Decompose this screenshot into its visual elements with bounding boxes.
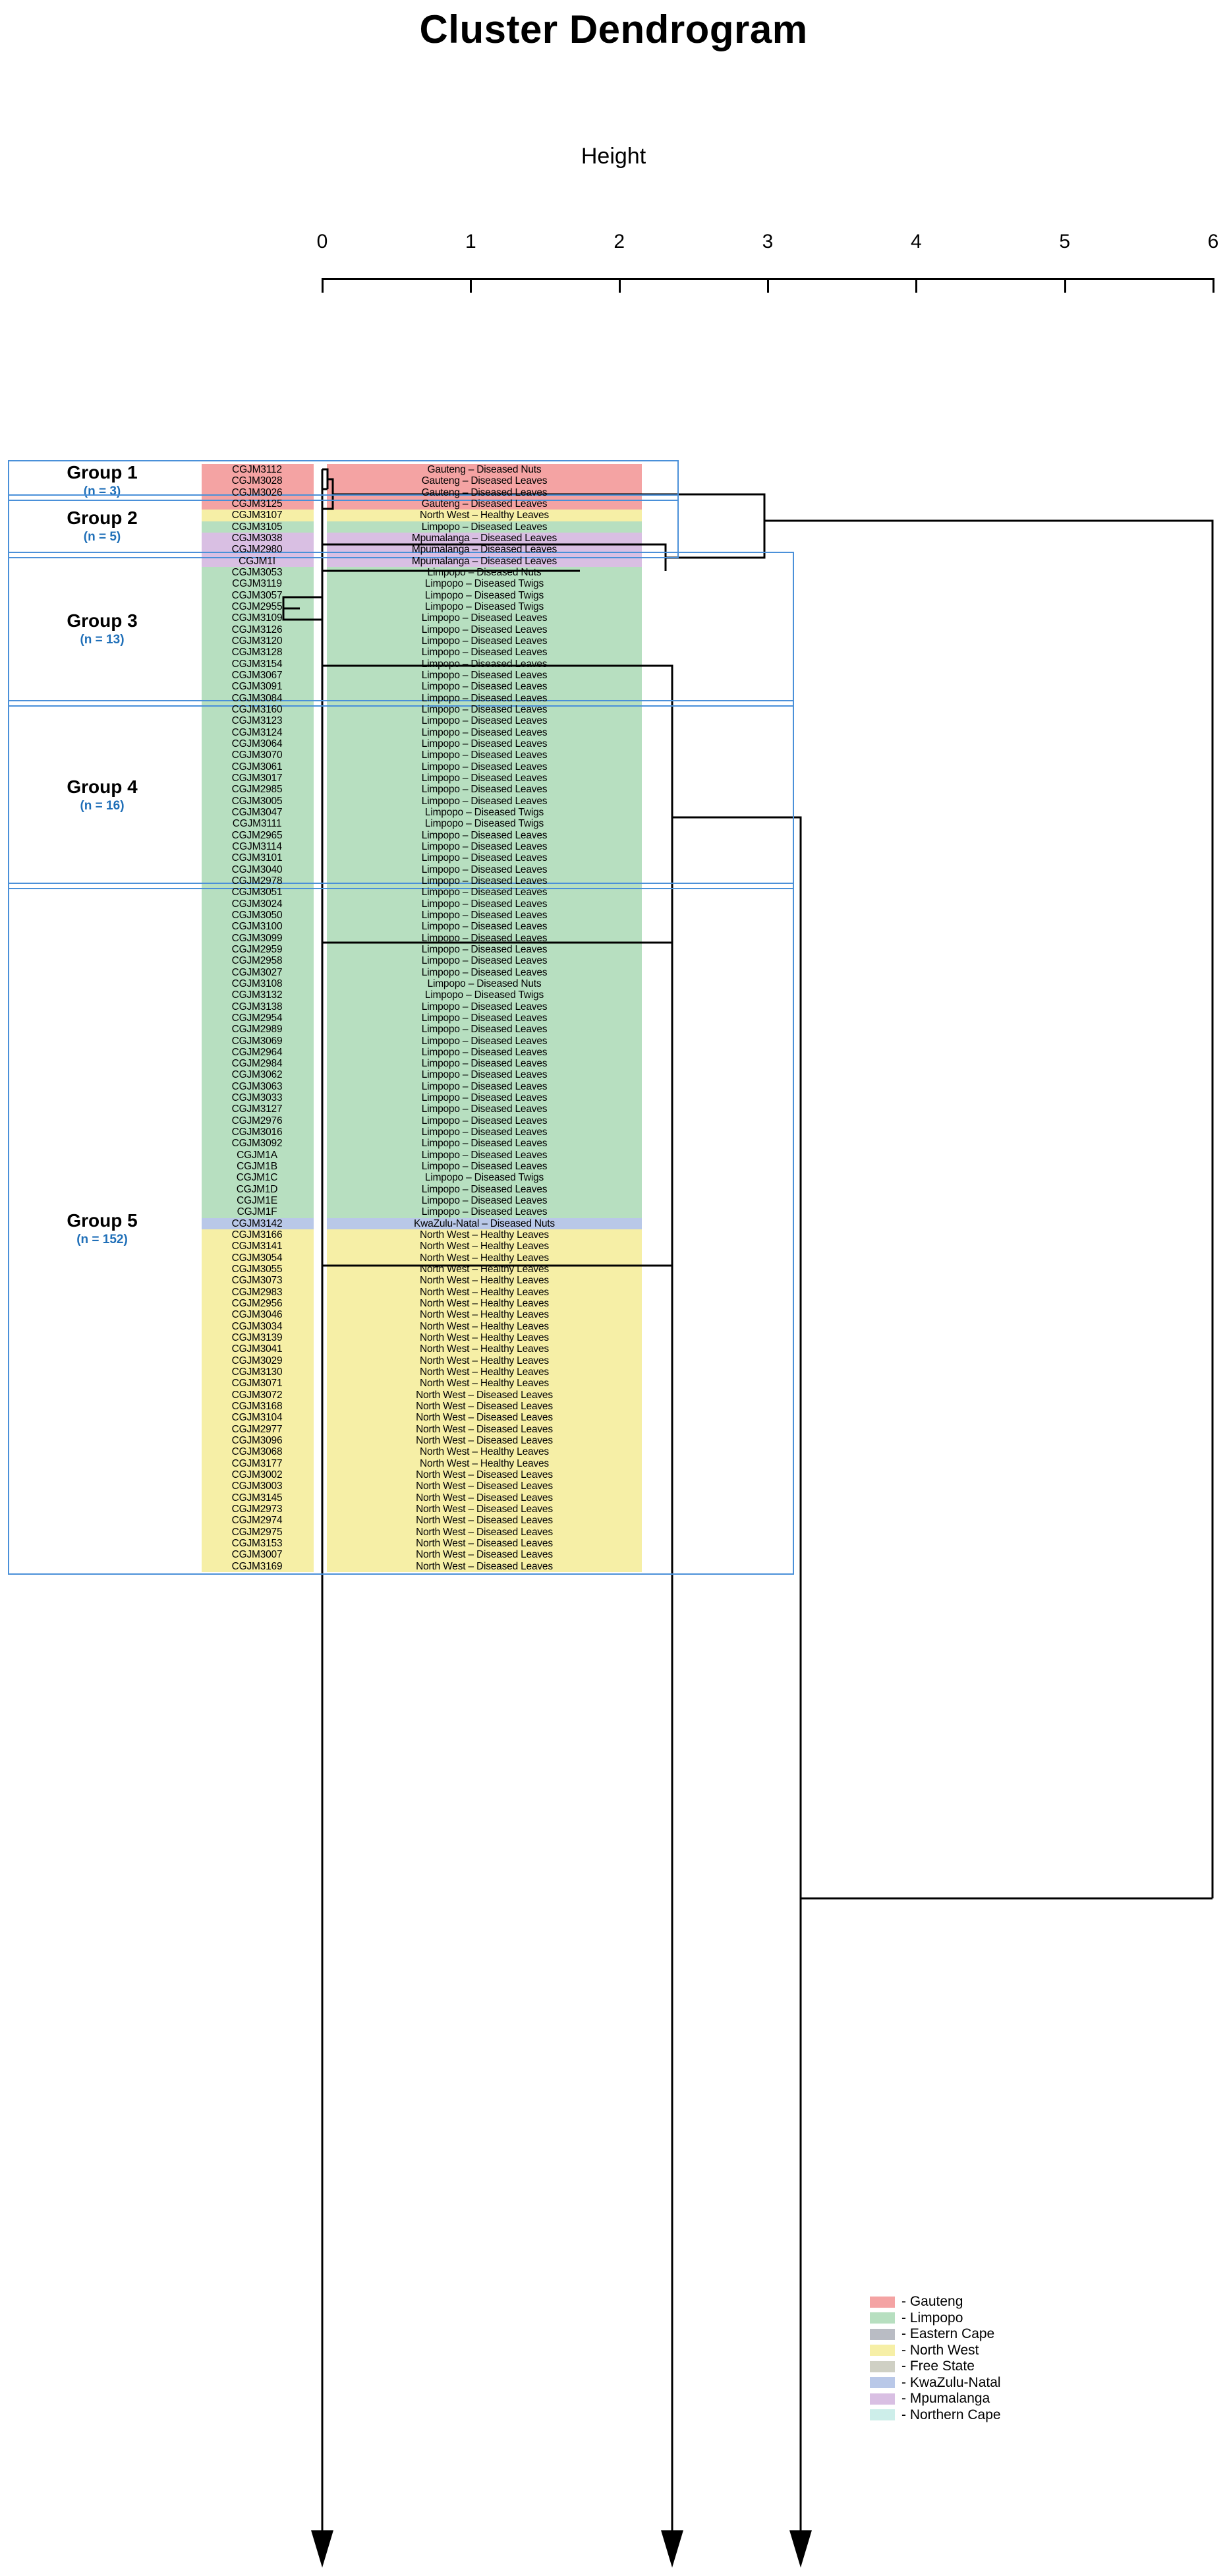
leaf-id: CGJM2989 — [231, 1024, 283, 1036]
leaf-description: Limpopo – Diseased Leaves — [421, 1080, 548, 1092]
leaf-description: Limpopo – Diseased Nuts — [427, 566, 542, 578]
leaf-description: Limpopo – Diseased Twigs — [424, 1172, 544, 1184]
leaf-id: CGJM3005 — [231, 795, 283, 807]
leaf-id: CGJM3123 — [231, 715, 283, 727]
leaf-description: Limpopo – Diseased Leaves — [421, 1001, 548, 1012]
leaf-id: CGJM3141 — [231, 1241, 283, 1252]
leaf-id: CGJM3026 — [231, 486, 283, 498]
legend-row — [870, 2310, 1001, 2327]
leaf-id: CGJM3033 — [231, 1092, 283, 1104]
axis-tick-6 — [1213, 278, 1214, 293]
leaf-description: Limpopo – Diseased Twigs — [424, 818, 544, 830]
leaf-description: North West – Healthy Leaves — [420, 1252, 549, 1264]
leaf-description: North West – Diseased Leaves — [416, 1469, 553, 1481]
leaf-description: North West – Healthy Leaves — [420, 1229, 549, 1241]
leaf-id: CGJM3053 — [231, 566, 283, 578]
axis-tick-3 — [767, 278, 769, 293]
legend-swatch — [870, 2409, 895, 2420]
group-label-4: Group 4 — [67, 776, 138, 797]
axis-tick-label-0: 0 — [316, 231, 328, 252]
leaf-description: Limpopo – Diseased Leaves — [421, 772, 548, 784]
leaf-id: CGJM3092 — [231, 1138, 283, 1150]
leaf-id: CGJM2955 — [231, 600, 283, 612]
leaf-id: CGJM3017 — [231, 772, 283, 784]
axis-tick-label-3: 3 — [762, 231, 774, 252]
leaf-description: North West – Diseased Leaves — [416, 1423, 553, 1435]
axis-tick-2 — [619, 278, 621, 293]
axis-tick-label-6: 6 — [1207, 231, 1219, 252]
legend-row — [870, 2391, 1001, 2407]
leaf-description: Limpopo – Diseased Leaves — [421, 749, 548, 761]
leaf-id: CGJM3132 — [231, 989, 283, 1001]
leaf-id: CGJM3145 — [231, 1492, 283, 1504]
leaf-description: North West – Healthy Leaves — [420, 1457, 549, 1469]
leaf-description: Limpopo – Diseased Leaves — [421, 887, 548, 898]
leaf-id: CGJM3124 — [231, 726, 283, 738]
leaf-id: CGJM2980 — [231, 544, 283, 556]
legend-row — [870, 2375, 1001, 2391]
leaf-id: CGJM3003 — [231, 1480, 283, 1492]
group-label-5: Group 5 — [67, 1210, 138, 1231]
leaf-description: Limpopo – Diseased Twigs — [424, 600, 544, 612]
leaf-description: Limpopo – Diseased Leaves — [421, 829, 548, 841]
legend-swatch — [870, 2297, 895, 2308]
leaf-id: CGJM3068 — [231, 1446, 283, 1458]
leaf-description: North West – Diseased Leaves — [416, 1389, 553, 1401]
leaf-id: CGJM3166 — [231, 1229, 283, 1241]
leaf-id: CGJM3139 — [231, 1332, 283, 1344]
leaf-id: CGJM2985 — [231, 784, 283, 796]
leaf-id: CGJM3125 — [231, 498, 283, 510]
leaf-id: CGJM3169 — [231, 1560, 283, 1572]
leaf-description: Limpopo – Diseased Twigs — [424, 589, 544, 601]
leaf-description: Limpopo – Diseased Leaves — [421, 624, 548, 635]
leaf-id: CGJM3051 — [231, 887, 283, 898]
legend-row — [870, 2407, 1001, 2424]
leaf-description: Limpopo – Diseased Leaves — [421, 761, 548, 773]
leaf-description: Limpopo – Diseased Leaves — [421, 955, 548, 967]
legend-label: - Mpumalanga — [901, 2391, 990, 2407]
leaf-id: CGJM3046 — [231, 1309, 283, 1321]
axis-tick-label-4: 4 — [910, 231, 922, 252]
leaf-description: Limpopo – Diseased Leaves — [421, 681, 548, 693]
leaf-description: Limpopo – Diseased Leaves — [421, 521, 548, 533]
leaf-id: CGJM2983 — [231, 1286, 283, 1298]
leaf-id: CGJM3104 — [231, 1412, 283, 1424]
leaf-description: Limpopo – Diseased Leaves — [421, 1161, 548, 1173]
leaf-description: Limpopo – Diseased Leaves — [421, 921, 548, 933]
leaf-description: Limpopo – Diseased Leaves — [421, 1046, 548, 1058]
leaf-id: CGJM3142 — [231, 1217, 283, 1229]
leaf-id: CGJM2976 — [231, 1115, 283, 1127]
leaf-description: Gauteng – Diseased Leaves — [421, 486, 548, 498]
leaf-id: CGJM1E — [237, 1195, 277, 1207]
leaf-description: North West – Healthy Leaves — [420, 1355, 549, 1366]
leaf-id: CGJM3071 — [231, 1378, 283, 1390]
leaf-id: CGJM2973 — [231, 1504, 283, 1515]
leaf-id: CGJM3114 — [232, 840, 282, 852]
leaf-description: Limpopo – Diseased Leaves — [421, 692, 548, 704]
leaf-id: CGJM2984 — [231, 1058, 283, 1070]
leaf-id: CGJM3057 — [231, 589, 283, 601]
leaf-description: Limpopo – Diseased Leaves — [421, 1012, 548, 1024]
leaf-id: CGJM2975 — [231, 1526, 283, 1538]
leaf-description: North West – Healthy Leaves — [420, 1264, 549, 1275]
leaf-id: CGJM3153 — [231, 1538, 283, 1550]
leaf-id: CGJM3028 — [231, 475, 283, 487]
leaf-id: CGJM3130 — [231, 1366, 283, 1378]
leaf-id: CGJM2978 — [231, 875, 283, 887]
leaf-description: Limpopo – Diseased Leaves — [421, 943, 548, 955]
leaf-description: Limpopo – Diseased Nuts — [427, 978, 542, 989]
leaf-description: Mpumalanga – Diseased Leaves — [411, 532, 557, 544]
leaf-description: North West – Healthy Leaves — [420, 1298, 549, 1310]
leaf-description: Limpopo – Diseased Twigs — [424, 989, 544, 1001]
leaf-description: North West – Diseased Leaves — [416, 1504, 553, 1515]
leaf-id: CGJM3024 — [231, 898, 283, 910]
leaf-description: Limpopo – Diseased Leaves — [421, 1206, 548, 1218]
leaf-description: Limpopo – Diseased Leaves — [421, 875, 548, 887]
legend-label: - Northern Cape — [901, 2407, 1001, 2422]
leaf-description: Limpopo – Diseased Leaves — [421, 1183, 548, 1195]
leaf-id: CGJM3040 — [231, 864, 283, 875]
leaf-description: North West – Healthy Leaves — [420, 1309, 549, 1321]
leaf-id: CGJM3127 — [231, 1103, 283, 1115]
legend — [870, 2294, 1001, 2423]
leaf-id: CGJM3112 — [232, 464, 282, 475]
legend-label: - KwaZulu-Natal — [901, 2374, 1001, 2390]
leaf-description: North West – Healthy Leaves — [420, 510, 549, 521]
leaf-id: CGJM1I — [239, 555, 275, 567]
leaf-id: CGJM3111 — [232, 818, 282, 830]
group-label-1: Group 1 — [67, 461, 138, 483]
leaf-id: CGJM3007 — [231, 1549, 283, 1561]
leaf-description: North West – Diseased Leaves — [416, 1401, 553, 1413]
axis-label-height: Height — [581, 144, 646, 169]
leaf-id: CGJM3099 — [231, 932, 283, 944]
legend-swatch — [870, 2312, 895, 2324]
leaf-description: Limpopo – Diseased Leaves — [421, 1103, 548, 1115]
leaf-id: CGJM3177 — [231, 1457, 283, 1469]
leaf-id: CGJM3054 — [231, 1252, 283, 1264]
group-count-4: (n = 16) — [80, 798, 125, 813]
leaf-description: Limpopo – Diseased Leaves — [421, 1115, 548, 1127]
group-label-2: Group 2 — [67, 508, 138, 529]
leaf-description: Limpopo – Diseased Leaves — [421, 898, 548, 910]
group-count-1: (n = 3) — [83, 484, 121, 498]
leaf-description: Limpopo – Diseased Twigs — [424, 806, 544, 818]
legend-row — [870, 2326, 1001, 2343]
leaf-description: North West – Healthy Leaves — [420, 1320, 549, 1332]
leaf-description: Limpopo – Diseased Leaves — [421, 726, 548, 738]
leaf-id: CGJM2977 — [231, 1423, 283, 1435]
leaf-description: North West – Diseased Leaves — [416, 1549, 553, 1561]
leaf-id: CGJM2965 — [231, 829, 283, 841]
leaf-id: CGJM3029 — [231, 1355, 283, 1366]
legend-label: - North West — [901, 2342, 979, 2358]
leaf-description: Limpopo – Diseased Leaves — [421, 864, 548, 875]
axis-tick-5 — [1064, 278, 1066, 293]
legend-row — [870, 2343, 1001, 2359]
leaf-id: CGJM1C — [236, 1172, 278, 1184]
leaf-id: CGJM3096 — [231, 1435, 283, 1447]
leaf-description: North West – Diseased Leaves — [416, 1412, 553, 1424]
leaf-id: CGJM3154 — [231, 658, 283, 670]
group-count-3: (n = 13) — [80, 633, 125, 647]
leaf-description: North West – Diseased Leaves — [416, 1492, 553, 1504]
leaf-id: CGJM2958 — [231, 955, 283, 967]
leaf-id: CGJM3067 — [231, 669, 283, 681]
leaf-id: CGJM3038 — [231, 532, 283, 544]
axis-tick-label-2: 2 — [614, 231, 625, 252]
axis-tick-label-5: 5 — [1059, 231, 1070, 252]
leaf-id: CGJM3073 — [231, 1275, 283, 1287]
leaf-id: CGJM3120 — [231, 635, 283, 647]
leaf-description: Limpopo – Diseased Leaves — [421, 1195, 548, 1207]
leaf-id: CGJM3041 — [231, 1343, 283, 1355]
leaf-description: Limpopo – Diseased Leaves — [421, 784, 548, 796]
legend-label: - Eastern Cape — [901, 2326, 995, 2342]
leaf-id: CGJM1F — [237, 1206, 277, 1218]
legend-swatch — [870, 2361, 895, 2372]
leaf-description: Gauteng – Diseased Leaves — [421, 475, 548, 487]
leaf-id: CGJM3108 — [231, 978, 283, 989]
leaf-description: Limpopo – Diseased Leaves — [421, 909, 548, 921]
leaf-description: North West – Diseased Leaves — [416, 1526, 553, 1538]
group-count-2: (n = 5) — [83, 530, 121, 544]
leaf-description: Limpopo – Diseased Leaves — [421, 715, 548, 727]
axis-tick-4 — [915, 278, 917, 293]
leaf-description: Limpopo – Diseased Leaves — [421, 647, 548, 659]
axis-tick-1 — [470, 278, 472, 293]
leaf-description: Limpopo – Diseased Leaves — [421, 1092, 548, 1104]
leaf-id: CGJM3064 — [231, 738, 283, 749]
leaf-description: North West – Diseased Leaves — [416, 1515, 553, 1527]
leaf-id: CGJM3128 — [231, 647, 283, 659]
leaf-description: Limpopo – Diseased Leaves — [421, 966, 548, 978]
leaf-id: CGJM3061 — [231, 761, 283, 773]
leaf-id: CGJM3063 — [231, 1080, 283, 1092]
leaf-id: CGJM1A — [237, 1149, 277, 1161]
leaf-description: Limpopo – Diseased Leaves — [421, 795, 548, 807]
leaf-id: CGJM3091 — [231, 681, 283, 693]
leaf-id: CGJM3109 — [231, 612, 283, 624]
legend-swatch — [870, 2393, 895, 2405]
chart-title: Cluster Dendrogram — [419, 7, 808, 51]
legend-label: - Gauteng — [901, 2294, 963, 2310]
axis-tick-0 — [322, 278, 324, 293]
leaf-id: CGJM3069 — [231, 1035, 283, 1047]
leaf-description: Mpumalanga – Diseased Leaves — [411, 544, 557, 556]
leaf-description: Gauteng – Diseased Leaves — [421, 498, 548, 510]
leaf-description: North West – Healthy Leaves — [420, 1275, 549, 1287]
leaf-id: CGJM3047 — [231, 806, 283, 818]
axis-tick-label-1: 1 — [465, 231, 476, 252]
leaf-id: CGJM3126 — [231, 624, 283, 635]
leaf-id: CGJM2974 — [231, 1515, 283, 1527]
leaf-id: CGJM3055 — [231, 1264, 283, 1275]
leaf-description: Limpopo – Diseased Leaves — [421, 1024, 548, 1036]
legend-swatch — [870, 2377, 895, 2388]
leaf-description: Mpumalanga – Diseased Leaves — [411, 555, 557, 567]
leaf-id: CGJM3160 — [231, 703, 283, 715]
leaf-id: CGJM3002 — [231, 1469, 283, 1481]
leaf-description: North West – Healthy Leaves — [420, 1343, 549, 1355]
leaf-description: Limpopo – Diseased Twigs — [424, 578, 544, 590]
leaf-description: North West – Diseased Leaves — [416, 1480, 553, 1492]
leaf-id: CGJM3168 — [231, 1401, 283, 1413]
group-label-3: Group 3 — [67, 610, 138, 631]
leaf-id: CGJM3084 — [231, 692, 283, 704]
leaf-description: North West – Diseased Leaves — [416, 1435, 553, 1447]
leaf-description: Limpopo – Diseased Leaves — [421, 703, 548, 715]
leaf-id: CGJM3050 — [231, 909, 283, 921]
leaf-id: CGJM1B — [237, 1161, 277, 1173]
leaf-id: CGJM2956 — [231, 1298, 283, 1310]
legend-row — [870, 2294, 1001, 2310]
leaf-description: Limpopo – Diseased Leaves — [421, 1138, 548, 1150]
leaf-id: CGJM2959 — [231, 943, 283, 955]
leaf-description: Limpopo – Diseased Leaves — [421, 1149, 548, 1161]
leaf-description: Limpopo – Diseased Leaves — [421, 1035, 548, 1047]
leaf-description: North West – Healthy Leaves — [420, 1332, 549, 1344]
leaf-id: CGJM3138 — [231, 1001, 283, 1012]
leaf-description: Limpopo – Diseased Leaves — [421, 658, 548, 670]
leaf-id: CGJM3062 — [231, 1069, 283, 1081]
leaf-id: CGJM3034 — [231, 1320, 283, 1332]
leaf-description: North West – Healthy Leaves — [420, 1378, 549, 1390]
leaf-description: Limpopo – Diseased Leaves — [421, 1127, 548, 1138]
leaf-description: Limpopo – Diseased Leaves — [421, 852, 548, 864]
leaf-id: CGJM3100 — [231, 921, 283, 933]
leaf-description: Limpopo – Diseased Leaves — [421, 612, 548, 624]
height-axis — [0, 218, 1227, 303]
leaf-description: North West – Healthy Leaves — [420, 1446, 549, 1458]
leaf-description: KwaZulu-Natal – Diseased Nuts — [414, 1217, 555, 1229]
leaf-description: Limpopo – Diseased Leaves — [421, 932, 548, 944]
leaf-description: Limpopo – Diseased Leaves — [421, 635, 548, 647]
leaf-description: North West – Healthy Leaves — [420, 1241, 549, 1252]
leaf-id: CGJM3070 — [231, 749, 283, 761]
leaf-description: North West – Diseased Leaves — [416, 1560, 553, 1572]
leaf-description: Limpopo – Diseased Leaves — [421, 738, 548, 749]
leaf-id: CGJM3119 — [232, 578, 282, 590]
leaf-id: CGJM3101 — [231, 852, 283, 864]
group-count-5: (n = 152) — [76, 1233, 128, 1247]
leaf-id: CGJM1D — [236, 1183, 278, 1195]
legend-row — [870, 2358, 1001, 2375]
legend-swatch — [870, 2345, 895, 2356]
leaf-id: CGJM3105 — [231, 521, 283, 533]
legend-label: - Limpopo — [901, 2310, 963, 2326]
leaf-id: CGJM3072 — [231, 1389, 283, 1401]
leaf-id: CGJM3016 — [231, 1127, 283, 1138]
leaf-id: CGJM3027 — [231, 966, 283, 978]
leaf-description: North West – Diseased Leaves — [416, 1538, 553, 1550]
leaf-id: CGJM2964 — [231, 1046, 283, 1058]
leaf-id: CGJM2954 — [231, 1012, 283, 1024]
leaf-description: Gauteng – Diseased Nuts — [427, 464, 542, 475]
leaf-id: CGJM3107 — [231, 510, 283, 521]
leaf-description: North West – Healthy Leaves — [420, 1366, 549, 1378]
leaf-description: North West – Healthy Leaves — [420, 1286, 549, 1298]
leaf-description: Limpopo – Diseased Leaves — [421, 669, 548, 681]
legend-label: - Free State — [901, 2358, 975, 2374]
leaf-description: Limpopo – Diseased Leaves — [421, 1069, 548, 1081]
legend-swatch — [870, 2329, 895, 2340]
leaf-description: Limpopo – Diseased Leaves — [421, 1058, 548, 1070]
leaf-description: Limpopo – Diseased Leaves — [421, 840, 548, 852]
